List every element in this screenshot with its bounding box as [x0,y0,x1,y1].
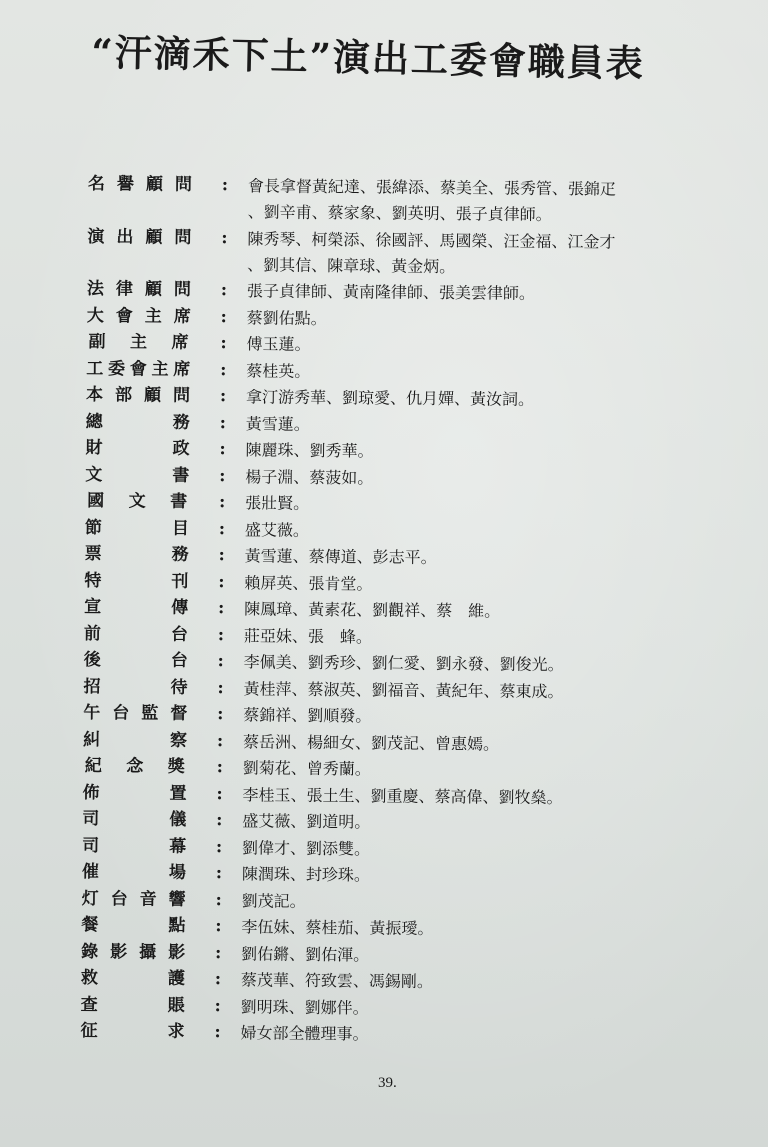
role-char: 席 [173,306,191,327]
member-names [243,702,693,732]
colon-separator: : [215,889,222,910]
role-label [86,330,190,355]
role-char: 台 [112,703,130,724]
role-char: 節 [84,517,102,538]
role-char: 部 [114,385,133,406]
names-line: 拿汀游秀華、劉琼愛、仇月嬋、黃汝詞。 [245,387,535,409]
names-line: 劉明珠、劉娜伴。 [240,996,369,1017]
role-char: 司 [82,835,100,856]
role-text [84,621,188,646]
names-line: 賴屏英、張肯堂。 [244,572,373,593]
role-char: 演 [87,226,105,247]
role-char: 台 [170,650,188,671]
role-label [82,886,186,911]
role-char: 副 [88,332,106,353]
role-label [85,542,189,567]
role-char: 顧 [145,174,163,195]
role-char: 書 [172,465,190,486]
role-text [81,939,185,964]
member-names [248,173,698,229]
role-text [81,966,185,991]
role-char: 顧 [143,385,162,406]
role-char: 糾 [82,729,101,750]
colon-separator: : [214,942,222,963]
names-line: 劉偉才、劉添雙。 [242,837,371,858]
role-char: 律 [115,279,134,300]
role-char: 本 [85,384,104,406]
role-char: 主 [144,306,162,327]
names-line: 李桂玉、張土生、劉重慶、蔡高偉、劉牧燊。 [242,784,563,807]
role-label [81,992,185,1017]
role-char: 總 [85,411,103,432]
role-char: 文 [128,491,146,512]
roster-row [80,1019,690,1050]
names-line: 盛艾薇、劉道明。 [242,811,371,832]
member-names [245,464,695,494]
role-text [84,648,188,673]
role-char: 攝 [139,941,157,963]
role-text [88,172,192,197]
role-char: 督 [170,703,188,724]
role-text [87,277,191,302]
member-names [244,623,694,653]
member-names [241,994,691,1024]
colon-separator: : [217,651,224,672]
role-char: 特 [84,570,102,591]
member-names [244,596,694,626]
role-label [83,674,187,699]
colon-separator: : [214,1022,221,1043]
role-char: 影 [168,942,186,963]
role-label [82,833,186,858]
names-line: 陳鳳璋、黃素花、劉觀祥、蔡 維。 [244,599,501,621]
role-text [83,701,187,726]
role-text [83,674,187,699]
role-char: 政 [172,438,190,459]
role-label [81,966,185,991]
role-text [82,886,186,911]
role-char: 音 [139,888,157,910]
names-line: 陳秀琴、柯榮添、徐國評、馬國榮、汪金福、江金才 [247,228,616,252]
member-names [245,517,695,547]
role-label [87,277,191,302]
role-label [86,409,190,434]
role-label [84,621,188,646]
member-names [247,305,697,335]
role-label [82,780,186,805]
member-names [246,411,696,441]
member-names [247,226,697,282]
role-char: 獎 [167,756,185,777]
role-text [81,913,185,938]
role-char: 目 [171,518,189,539]
colon-separator: : [221,227,228,248]
role-char: 征 [80,1020,98,1042]
colon-separator: : [218,492,226,513]
role-char: 工 [86,358,104,379]
colon-separator: : [219,439,226,460]
role-char: 救 [80,967,99,989]
names-line: 張壯賢。 [245,493,310,513]
role-label [81,939,185,964]
role-char: 大 [86,305,104,326]
names-line: 、劉辛甫、蔡家象、劉英明、張子貞律師。 [247,202,552,225]
role-text [83,727,187,752]
member-names [245,437,695,467]
colon-separator: : [215,916,222,937]
names-line: 劉菊花、曾秀蘭。 [242,758,371,779]
role-char: 司 [82,808,100,830]
member-names [242,808,692,838]
role-char: 催 [81,861,99,883]
role-char: 影 [110,941,128,962]
member-names [240,1020,690,1050]
colon-separator: : [217,677,224,698]
colon-separator: : [218,518,226,539]
names-line: 劉茂記。 [241,890,306,911]
role-char: 席 [171,332,189,353]
role-text [86,409,190,434]
role-char: 午 [83,702,101,724]
role-char: 問 [174,174,192,195]
role-text [86,383,190,408]
role-char: 譽 [116,174,134,195]
role-label [84,568,188,593]
role-char: 儀 [169,809,187,830]
role-char: 響 [168,889,186,910]
names-line: 、劉其信、陳章球、黃金炳。 [247,254,456,276]
names-line: 蔡劉佑點。 [246,307,327,328]
colon-separator: : [216,783,223,804]
member-names [242,861,692,891]
colon-separator: : [220,333,227,354]
role-label [87,224,191,249]
colon-separator: : [214,969,222,990]
names-line: 蔡茂華、符致雲、馮錫剛。 [240,970,434,992]
role-text [87,224,191,249]
role-char: 招 [83,676,101,697]
role-char: 書 [170,491,188,512]
colon-separator: : [220,359,227,380]
role-label [85,462,189,487]
role-label [88,172,192,197]
role-text [86,330,190,355]
role-text [85,462,189,487]
colon-separator: : [215,863,223,884]
role-char: 問 [172,385,191,406]
member-names [241,967,691,997]
page-title: “汗滴禾下土”演出工委會職員表 [90,29,646,86]
role-char: 場 [168,862,186,883]
colon-separator: : [218,545,225,566]
colon-separator: : [221,175,229,196]
member-names [242,782,692,812]
colon-separator: : [215,836,223,857]
role-char: 錄 [81,941,99,962]
role-text [85,542,189,567]
colon-separator: : [216,810,223,831]
role-char: 佈 [82,782,100,803]
names-line: 會長拿督黃紀達、張緯添、蔡美全、張秀管、張錦疋 [247,176,616,199]
role-label [85,515,189,540]
role-char: 刊 [171,571,189,592]
role-label [85,436,189,461]
role-label [83,701,187,726]
role-char: 席 [173,359,191,380]
role-char: 務 [172,412,190,433]
role-char: 台 [110,888,128,909]
member-names [243,729,693,759]
role-char: 會 [129,358,147,380]
names-line: 黃桂萍、蔡淑英、劉福音、黃紀年、蔡東成。 [243,678,564,701]
role-char: 宣 [84,596,102,618]
member-names [244,570,694,600]
role-char: 餐 [81,914,99,936]
role-char: 察 [169,730,188,751]
role-char: 後 [83,649,101,671]
role-char: 名 [87,173,105,195]
role-char: 幕 [169,836,187,857]
role-text [86,356,190,381]
role-label [84,648,188,673]
roster-row [88,172,698,229]
role-label [86,356,190,381]
role-char: 護 [167,968,186,989]
member-names [246,331,696,361]
names-line: 陳麗珠、劉秀華。 [245,440,374,461]
role-char: 法 [86,278,105,300]
role-text [82,833,186,858]
role-char: 賬 [167,995,185,1016]
role-char: 主 [151,359,169,380]
role-text [84,595,188,620]
names-line: 婦女部全體理事。 [240,1023,369,1044]
role-char: 國 [87,491,105,512]
role-label [83,754,187,779]
names-line: 陳潤珠、封珍珠。 [241,864,370,885]
names-line: 莊亞妹、張 蜂。 [243,625,373,646]
role-char: 台 [170,624,189,645]
role-char: 查 [80,994,98,1015]
names-line: 黃雪蓮。 [245,413,310,434]
colon-separator: : [217,704,224,725]
colon-separator: : [219,386,227,407]
names-line: 蔡錦祥、劉順發。 [243,705,372,726]
role-text [82,807,186,832]
names-line: 蔡岳洲、楊細女、劉茂記、曾惠嫣。 [242,731,500,754]
member-names [246,358,696,388]
role-char: 紀 [84,755,102,777]
colon-separator: : [214,995,221,1016]
role-char: 問 [174,227,192,248]
role-char: 念 [126,756,144,777]
names-line: 李伍妹、蔡桂茄、黃振璦。 [241,917,434,939]
role-text [82,860,186,885]
role-char: 委 [107,358,126,379]
member-names [243,755,693,785]
role-char: 求 [167,1021,185,1042]
colon-separator: : [216,730,224,751]
role-text [85,436,189,461]
member-names [242,888,692,918]
role-label [87,303,191,328]
role-text [81,992,185,1017]
role-char: 票 [84,543,102,565]
roster-row [87,224,697,281]
role-text [85,489,189,514]
role-text [87,303,191,328]
names-line: 張子貞律師、黃南隆律師、張美雲律師。 [246,281,536,303]
role-label [82,807,186,832]
member-names [247,278,697,308]
role-label [82,860,186,885]
colon-separator: : [218,571,225,592]
role-char: 灯 [81,888,99,909]
names-line: 劉佑鏘、劉佑渾。 [241,943,370,964]
names-line: 黃雪蓮、蔡傳道、彭志平。 [244,546,437,568]
member-names [245,543,695,573]
role-char: 監 [141,703,159,724]
role-label [86,383,190,408]
role-char: 顧 [145,227,163,248]
role-char: 會 [115,305,133,326]
names-line: 傅玉蓮。 [246,334,311,354]
names-line: 盛艾薇。 [244,519,309,540]
role-label [80,1019,184,1044]
role-char: 主 [129,332,148,353]
member-names [246,384,696,414]
member-names [241,914,691,944]
member-names [241,941,691,971]
role-char: 前 [83,623,102,644]
colon-separator: : [217,598,225,619]
role-text [80,1019,184,1044]
names-line: 李佩美、劉秀珍、劉仁愛、劉永發、劉俊光。 [243,652,564,675]
member-names [244,649,694,679]
role-label [81,913,185,938]
colon-separator: : [217,624,225,645]
colon-separator: : [220,306,227,327]
role-char: 點 [168,915,186,936]
role-char: 出 [116,226,134,247]
role-text [82,780,186,805]
role-text [85,515,189,540]
role-char: 問 [173,279,192,300]
role-char: 傳 [171,597,189,618]
role-text [84,568,188,593]
colon-separator: : [220,280,228,301]
role-label [84,595,188,620]
role-char: 待 [170,677,188,698]
member-names [242,835,692,865]
role-char: 顧 [144,279,163,300]
role-char: 文 [85,464,103,485]
role-char: 財 [85,437,103,459]
role-label [85,489,189,514]
role-char: 務 [171,544,189,565]
colon-separator: : [219,465,226,486]
member-names [243,676,693,706]
colon-separator: : [219,412,227,433]
page-number: 39. [378,1075,397,1091]
role-char: 置 [169,783,187,804]
role-label [83,727,187,752]
member-names [245,490,695,520]
role-text [83,754,187,779]
names-line: 蔡桂英。 [246,360,311,381]
names-line: 楊子淵、蔡菠如。 [245,466,374,488]
staff-roster [80,172,698,1051]
colon-separator: : [216,757,224,778]
